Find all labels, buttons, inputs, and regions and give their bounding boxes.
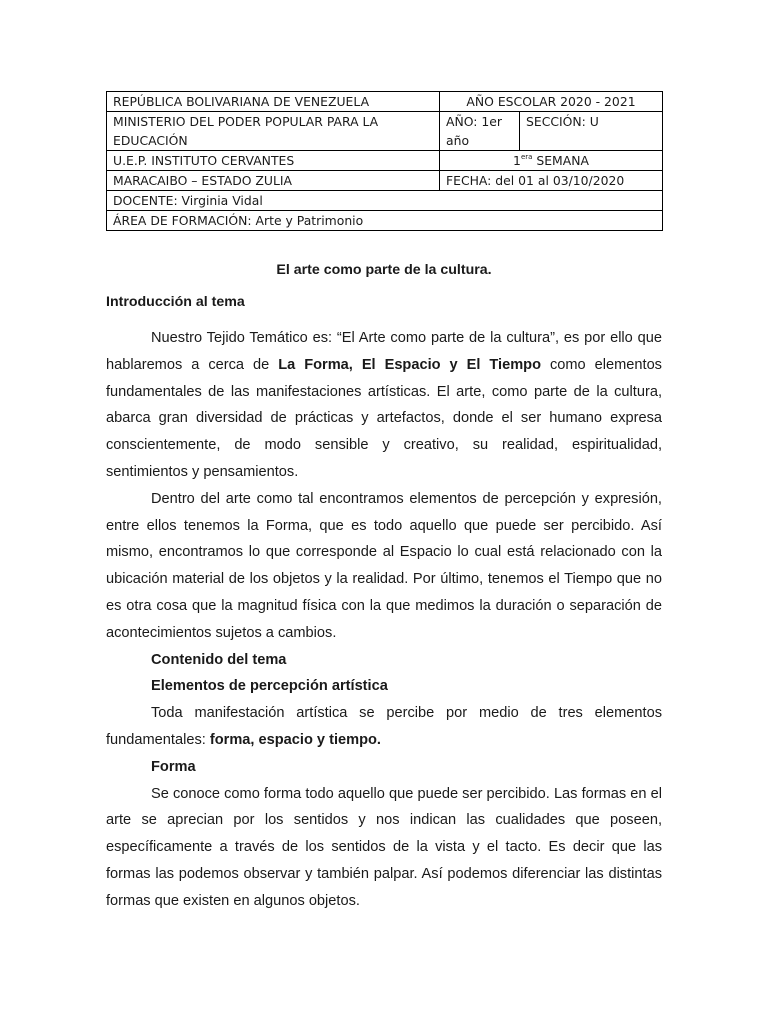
paragraph-form: Se conoce como forma todo aquello que puede ser percibido. Las formas en el arte se aprecian por los sentidos y nos indican las cualidades que poseen, específicamente a través de los sentidos de la vista y el tacto. Es decir que las formas las podemos observar y también palpar. Así podemos diferenciar las distintas formas que existen en algunos objetos. — [106, 785, 662, 909]
table-row — [107, 112, 663, 151]
week-ordinal: era — [520, 153, 533, 161]
paragraph-text: Toda manifestación artística se percibe por medio de tres elementos fundamentales: — [106, 705, 662, 748]
paragraph-elements: Dentro del arte como tal encontramos elementos de percepción y expresión, entre ellos tenemos la Forma, que es todo aquello que puede ser percibido. Así mismo, encontramos lo que corresponde al Espacio lo cual está relacionado con la ubicación material de los objetos y la realidad. Por último, tenemos el Tiempo que no es otra cosa que la magnitud física con la que medimos la duración o separación de acontecimientos sujetos a cambios. — [106, 490, 662, 641]
paragraph-text: como elementos fundamentales de las manifestaciones artísticas. El arte, como parte de la cultura, abarca gran diversidad de prácticas y artefactos, donde el ser humano expresa conscientemente, de modo sensible y creativo, su realidad, espiritualidad, sentimientos y pensamientos. — [106, 356, 662, 480]
document-title: El arte como parte de la cultura. — [276, 262, 492, 278]
teacher-cell: DOCENTE: Virginia Vidal — [107, 191, 663, 211]
table-row — [107, 211, 663, 231]
intro-heading: Introducción al tema — [106, 294, 245, 310]
table-row — [107, 92, 663, 112]
institute-cell: U.E.P. INSTITUTO CERVANTES — [107, 151, 440, 171]
table-row — [107, 171, 663, 191]
ministry-cell: MINISTERIO DEL PODER POPULAR PARA LA EDUCACIÓN — [107, 112, 440, 151]
week-number: 1 — [513, 153, 521, 168]
perception-heading: Elementos de percepción artística — [151, 678, 388, 695]
week-label: SEMANA — [532, 153, 589, 168]
republic-cell: REPÚBLICA BOLIVARIANA DE VENEZUELA — [107, 92, 440, 112]
paragraph-intro — [106, 325, 662, 486]
form-heading: Forma — [151, 758, 196, 775]
section-cell: SECCIÓN: U — [520, 112, 663, 151]
year-cell: AÑO: 1er año — [440, 112, 520, 151]
paragraph-bold-text: La Forma, El Espacio y El Tiempo — [278, 356, 542, 373]
table-row — [107, 151, 663, 171]
content-heading: Contenido del tema — [151, 651, 287, 668]
area-cell: ÁREA DE FORMACIÓN: Arte y Patrimonio — [107, 211, 663, 231]
table-row — [107, 191, 663, 211]
document-body — [106, 325, 662, 915]
paragraph-perception — [106, 700, 662, 754]
school-year-cell: AÑO ESCOLAR 2020 - 2021 — [440, 92, 663, 112]
week-cell — [440, 151, 663, 171]
header-table — [106, 91, 663, 231]
paragraph-text: Nuestro Tejido Temático es: “El Arte como parte de la cultura”, es por ello que hablaremos a cerca de — [106, 330, 662, 373]
location-cell: MARACAIBO – ESTADO ZULIA — [107, 171, 440, 191]
date-cell: FECHA: del 01 al 03/10/2020 — [440, 171, 663, 191]
paragraph-bold-text: forma, espacio y tiempo. — [209, 731, 381, 748]
